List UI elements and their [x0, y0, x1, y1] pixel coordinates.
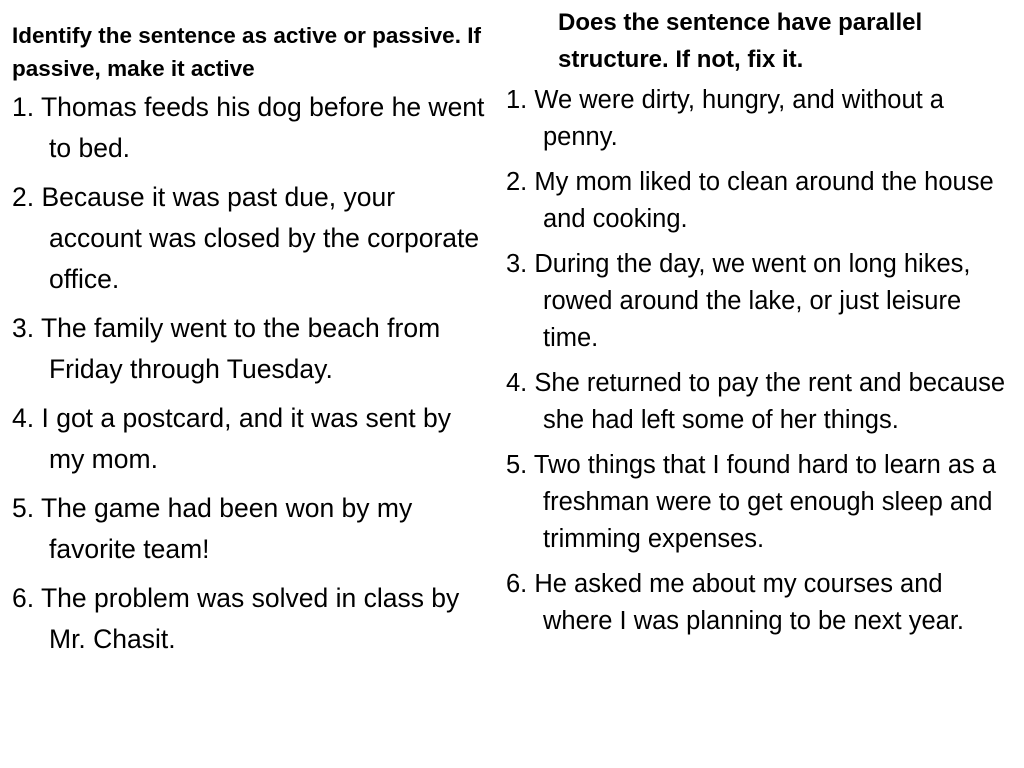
list-item	[12, 488, 492, 570]
list-item	[506, 246, 1016, 357]
list-item	[506, 365, 1016, 439]
item-text: Two things that I found hard to learn as a freshman were to get enough sleep and trimming expenses.	[533, 451, 997, 553]
item-number: 3.	[12, 313, 35, 343]
item-number: 5.	[506, 451, 528, 479]
item-text: He asked me about my courses and where I was planning to be next year.	[534, 570, 965, 635]
list-item	[12, 177, 492, 300]
item-text: The family went to the beach from Friday through Tuesday.	[41, 313, 441, 384]
item-number: 6.	[506, 570, 528, 598]
list-item	[506, 566, 1016, 640]
list-item	[12, 308, 492, 390]
item-number: 5.	[12, 493, 35, 523]
item-text: We were dirty, hungry, and without a penny.	[534, 86, 944, 151]
item-number: 1.	[506, 86, 528, 114]
active-passive-heading: Identify the sentence as active or passive. If passive, make it active	[12, 23, 481, 81]
item-number: 6.	[12, 583, 35, 613]
item-text: Thomas feeds his dog before he went to bed.	[41, 92, 485, 163]
item-text: The game had been won by my favorite team!	[41, 493, 413, 564]
item-text: My mom liked to clean around the house and cooking.	[534, 168, 994, 233]
item-number: 4.	[12, 403, 35, 433]
item-text: Because it was past due, your account was closed by the corporate office.	[41, 182, 480, 294]
item-number: 1.	[12, 92, 35, 122]
item-number: 3.	[506, 250, 528, 278]
list-item	[12, 398, 492, 480]
list-item	[506, 164, 1016, 238]
list-item	[506, 82, 1016, 156]
item-number: 2.	[506, 168, 528, 196]
item-text: During the day, we went on long hikes, rowed around the lake, or just leisure time.	[534, 250, 971, 352]
parallel-structure-heading: Does the sentence have parallel structure. If not, fix it.	[558, 9, 923, 73]
item-number: 4.	[506, 369, 528, 397]
item-number: 2.	[12, 182, 35, 212]
list-item	[12, 578, 492, 660]
list-item	[506, 447, 1016, 558]
active-passive-list	[12, 87, 492, 660]
item-text: The problem was solved in class by Mr. Chasit.	[41, 583, 460, 654]
item-text: I got a postcard, and it was sent by my mom.	[41, 403, 451, 474]
parallel-structure-section	[506, 0, 1016, 648]
list-item	[12, 87, 492, 169]
parallel-structure-list	[506, 82, 1016, 640]
item-text: She returned to pay the rent and because she had left some of her things.	[534, 369, 1006, 434]
active-passive-section	[12, 0, 492, 668]
